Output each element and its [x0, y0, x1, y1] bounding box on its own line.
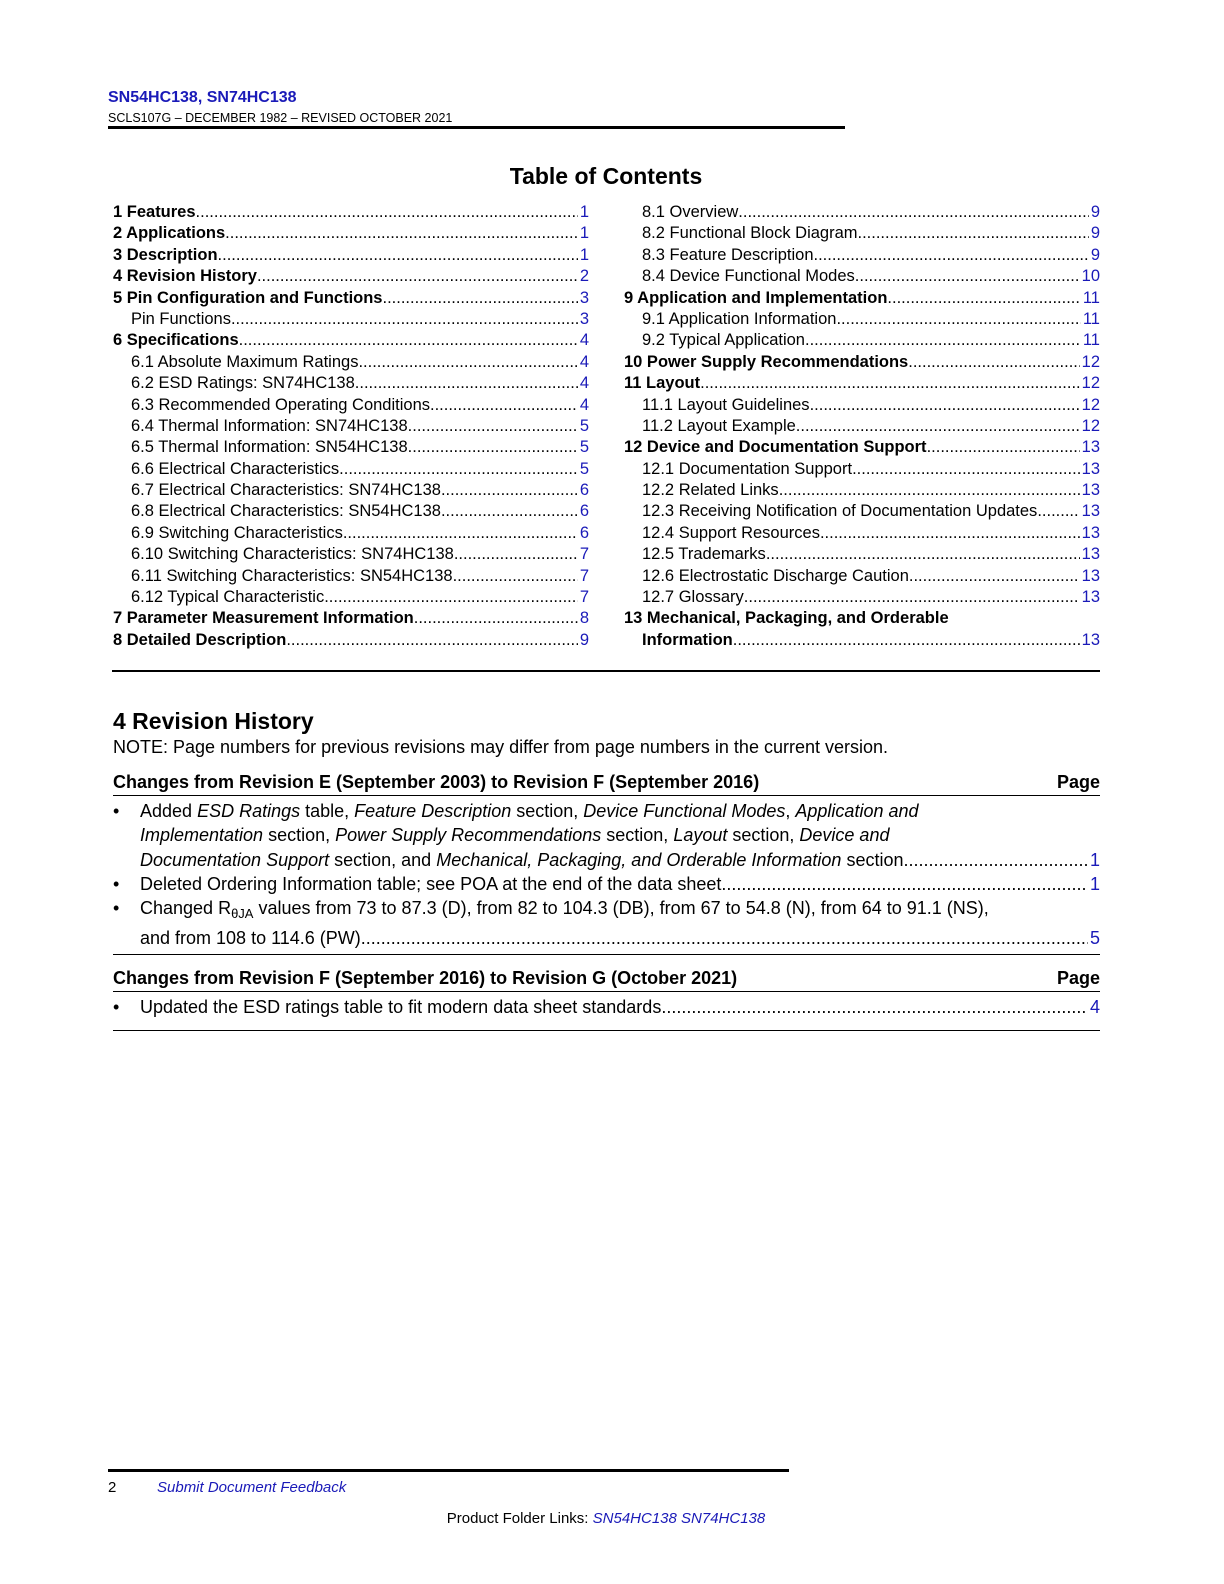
change-item-line: Deleted Ordering Information table; see POA at the end of the data sheet ..... 1	[140, 872, 1100, 896]
leader-dots	[453, 567, 578, 586]
toc-left-column	[113, 203, 589, 652]
leader-dots	[361, 926, 1088, 950]
toc-entry-label: 9 Application and Implementation	[624, 288, 888, 307]
toc-page-link[interactable]: 1	[579, 224, 589, 243]
toc-entry-label: 6.8 Electrical Characteristics: SN54HC138	[131, 502, 441, 521]
toc-entry-label: 12.7 Glossary	[642, 588, 744, 607]
toc-page-link[interactable]: 13	[1081, 588, 1100, 607]
toc-entry-label: 1 Features	[113, 203, 196, 221]
toc-entry-label: 6.4 Thermal Information: SN74HC138	[131, 416, 408, 435]
toc-entry-label: 12 Device and Documentation Support	[624, 438, 927, 457]
toc-page-link[interactable]: 9	[1090, 245, 1100, 264]
page-link[interactable]: 5	[1089, 928, 1100, 949]
toc-entry-label: 3 Description	[113, 245, 218, 264]
leader-dots	[766, 545, 1080, 564]
toc-entry[interactable]	[624, 203, 1100, 224]
toc-entry-label: 11.2 Layout Example	[642, 416, 796, 435]
leader-dots	[414, 609, 578, 628]
toc-entry-label: 8.4 Device Functional Modes	[642, 267, 855, 286]
toc-entry-label: Pin Functions	[131, 309, 231, 328]
product-folder-links	[0, 1510, 1212, 1527]
toc-entry[interactable]	[624, 267, 1100, 288]
leader-dots	[700, 374, 1080, 393]
toc-entry[interactable]	[624, 289, 1100, 310]
toc-entry[interactable]	[113, 545, 589, 566]
leader-dots	[738, 203, 1089, 222]
toc-entry-label: 12.5 Trademarks	[642, 545, 766, 564]
toc-page-link[interactable]: 7	[579, 588, 589, 607]
toc-page-link[interactable]: 13	[1081, 438, 1100, 457]
leader-dots	[430, 396, 578, 415]
change-item-line: Updated the ESD ratings table to fit modern data sheet standards ..... 4	[140, 995, 1100, 1019]
toc-entry[interactable]	[113, 374, 589, 395]
toc-page-link[interactable]: 4	[579, 374, 589, 393]
toc-entry[interactable]	[113, 609, 589, 630]
toc-entry[interactable]	[113, 438, 589, 459]
toc-page-link[interactable]: 10	[1081, 267, 1100, 286]
toc-page-link[interactable]: 12	[1081, 395, 1100, 414]
leader-dots	[454, 545, 578, 564]
leader-dots	[358, 353, 577, 372]
leader-dots	[814, 246, 1089, 265]
toc-page-link[interactable]: 1	[579, 245, 589, 264]
toc-entry-label: 6.5 Thermal Information: SN54HC138	[131, 438, 408, 457]
bullet: •	[113, 997, 120, 1017]
change-section-header	[113, 772, 1100, 796]
leader-dots	[836, 310, 1080, 329]
document-revision-line: SCLS107G – DECEMBER 1982 – REVISED OCTOBER 2021	[108, 111, 453, 125]
toc-entry-label: 7 Parameter Measurement Information	[113, 609, 414, 628]
toc-entry-label: 9.1 Application Information	[642, 309, 837, 328]
change-item	[113, 995, 1100, 1019]
toc-page-link[interactable]: 9	[1090, 224, 1100, 243]
toc-page-link[interactable]: 11	[1082, 331, 1100, 350]
footer-divider	[108, 1469, 789, 1472]
change-list	[113, 995, 1100, 1019]
toc-entry-label: 6.7 Electrical Characteristics: SN74HC138	[131, 481, 441, 500]
toc-page-link[interactable]: 13	[1081, 481, 1100, 500]
toc-entry-label: 6.1 Absolute Maximum Ratings	[131, 352, 359, 371]
change-section-header	[113, 968, 1100, 992]
toc-entry[interactable]	[113, 417, 589, 438]
toc-entry[interactable]	[113, 631, 589, 652]
leader-dots	[383, 289, 578, 308]
toc-entry-label: 11 Layout	[624, 374, 701, 393]
toc-entry[interactable]	[624, 246, 1100, 267]
leader-dots	[339, 460, 578, 479]
change-item-line: Added ESD Ratings table, Feature Description section, Device Functional Modes, Application and	[140, 801, 919, 821]
leader-dots	[796, 417, 1080, 436]
leader-dots	[286, 631, 578, 650]
leader-dots	[218, 246, 578, 265]
leader-dots	[721, 872, 1088, 896]
toc-entry[interactable]	[624, 224, 1100, 245]
toc-page-link[interactable]: 12	[1081, 352, 1100, 371]
change-item-line: Implementation section, Power Supply Recommendations section, Layout section, Device and	[140, 825, 890, 846]
toc-page-link[interactable]: 4	[579, 395, 589, 414]
toc-entry[interactable]	[624, 567, 1100, 588]
toc-entry[interactable]	[624, 609, 1100, 630]
submit-feedback-link[interactable]: Submit Document Feedback	[157, 1479, 347, 1496]
toc-entry[interactable]	[113, 567, 589, 588]
toc-page-link[interactable]: 9	[1090, 203, 1100, 221]
page-column-label: Page	[1056, 772, 1100, 792]
leader-dots	[1037, 502, 1079, 521]
page-link[interactable]: 1	[1089, 849, 1100, 870]
toc-page-link[interactable]: 13	[1081, 630, 1100, 649]
leader-dots	[927, 438, 1080, 457]
toc-page-link[interactable]: 13	[1081, 502, 1100, 521]
toc-page-link[interactable]: 9	[579, 630, 589, 649]
leader-dots	[908, 353, 1079, 372]
toc-page-link[interactable]: 5	[579, 459, 589, 478]
toc-entry[interactable]	[624, 331, 1100, 352]
bullet: •	[113, 898, 120, 919]
section-divider	[113, 1030, 1100, 1031]
toc-entry[interactable]	[624, 545, 1100, 566]
toc-entry-label: 11.1 Layout Guidelines	[642, 395, 810, 414]
leader-dots	[408, 438, 578, 457]
toc-entry[interactable]	[113, 524, 589, 545]
toc-page-link[interactable]: 13	[1081, 545, 1100, 564]
toc-entry-label: 2 Applications	[113, 224, 226, 243]
toc-entry[interactable]	[113, 267, 589, 288]
change-item-line: Changed $R_{\theta JA}$ values from 73 to 87.3 (D), from 82 to 104.3 (DB), from 67 to 54.8 (N), from 64 to 91.1 (NS),	[140, 898, 989, 922]
toc-entry-label: 6.2 ESD Ratings: SN74HC138	[131, 374, 355, 393]
toc-entry[interactable]	[624, 310, 1100, 331]
leader-dots	[231, 310, 578, 329]
toc-page-link[interactable]: 11	[1082, 288, 1100, 307]
header-divider	[108, 126, 845, 129]
toc-page-link[interactable]: 12	[1081, 416, 1100, 435]
leader-dots	[196, 203, 578, 222]
toc-entry-label: 12.4 Support Resources	[642, 523, 820, 542]
leader-dots	[810, 396, 1080, 415]
toc-entry[interactable]	[113, 203, 589, 224]
page-link[interactable]: 1	[1089, 873, 1100, 894]
toc-entry[interactable]	[113, 396, 589, 417]
leader-dots	[441, 502, 578, 521]
toc-entry-label: 6.9 Switching Characteristics	[131, 523, 343, 542]
toc-entry-label: 6.12 Typical Characteristic	[131, 588, 325, 607]
toc-entry[interactable]	[624, 438, 1100, 459]
revision-history-note: NOTE: Page numbers for previous revisions may differ from page numbers in the current version.	[113, 737, 889, 757]
leader-dots	[225, 224, 578, 243]
page-link[interactable]: 4	[1089, 997, 1100, 1017]
toc-entry[interactable]	[113, 310, 589, 331]
toc-page-link[interactable]: 5	[579, 416, 589, 435]
toc-entry-label: 10 Power Supply Recommendations	[624, 352, 909, 371]
toc-entry-label: 12.6 Electrostatic Discharge Caution	[642, 566, 909, 585]
toc-entry[interactable]	[624, 502, 1100, 523]
subscript: θJA	[231, 906, 254, 922]
leader-dots	[779, 481, 1080, 500]
change-item-line: Documentation Support section, and Mechanical, Packaging, and Orderable Information section ..... 1	[140, 848, 1100, 872]
toc-page-link[interactable]: 1	[579, 203, 589, 221]
page-number: 2	[108, 1479, 117, 1496]
product-folder-label: Product Folder Links:	[446, 1510, 593, 1527]
toc-page-link[interactable]: 6	[579, 481, 589, 500]
toc-entry-label: 6.3 Recommended Operating Conditions	[131, 395, 431, 414]
leader-dots	[408, 417, 578, 436]
toc-entry[interactable]	[113, 331, 589, 352]
toc-entry[interactable]	[113, 481, 589, 502]
leader-dots	[820, 524, 1080, 543]
toc-page-link[interactable]: 8	[579, 609, 589, 628]
toc-entry-label: 8.1 Overview	[642, 203, 739, 221]
leader-dots	[257, 267, 578, 286]
toc-page-link[interactable]: 7	[579, 545, 589, 564]
leader-dots	[852, 460, 1080, 479]
toc-entry-label: 4 Revision History	[113, 267, 257, 286]
toc-page-link[interactable]: 3	[579, 309, 589, 328]
leader-dots	[858, 224, 1089, 243]
change-item	[113, 799, 1100, 872]
toc-entry[interactable]	[624, 460, 1100, 481]
toc-heading: Table of Contents	[509, 163, 703, 189]
toc-entry-label: 13 Mechanical, Packaging, and Orderable	[624, 609, 949, 628]
toc-page-link[interactable]: 6	[579, 502, 589, 521]
leader-dots	[355, 374, 578, 393]
change-section-title: Changes from Revision F (September 2016) to Revision G (October 2021)	[113, 968, 738, 988]
product-folder-link[interactable]: SN54HC138 SN74HC138	[592, 1510, 766, 1527]
toc-entry-label: 12.1 Documentation Support	[642, 459, 853, 478]
change-item-line: and from 108 to 114.6 (PW) ..... 5	[140, 926, 1100, 950]
change-section-title: Changes from Revision E (September 2003) to Revision F (September 2016)	[113, 772, 760, 792]
page-column-label: Page	[1056, 968, 1100, 988]
change-list	[113, 799, 1100, 951]
toc-entry[interactable]	[113, 353, 589, 374]
leader-dots	[239, 331, 578, 350]
toc-entry[interactable]	[113, 502, 589, 523]
toc-right-column	[624, 203, 1100, 652]
leader-dots	[441, 481, 578, 500]
change-item	[113, 872, 1100, 896]
toc-entry-label: 9.2 Typical Application	[642, 331, 805, 350]
toc-divider	[112, 670, 1100, 672]
leader-dots	[343, 524, 578, 543]
leader-dots	[887, 289, 1080, 308]
toc-entry[interactable]	[624, 417, 1100, 438]
toc-page-link[interactable]: 7	[579, 566, 589, 585]
leader-dots	[855, 267, 1080, 286]
toc-page-link[interactable]: 13	[1081, 459, 1100, 478]
bullet: •	[113, 873, 120, 894]
toc-page-link[interactable]: 4	[579, 352, 589, 371]
toc-entry[interactable]	[624, 374, 1100, 395]
toc-entry-label: Information	[642, 630, 733, 649]
toc-entry-label: 12.2 Related Links	[642, 481, 779, 500]
toc-page-link[interactable]: 2	[579, 267, 589, 286]
leader-dots	[744, 588, 1080, 607]
toc-entry[interactable]	[624, 481, 1100, 502]
toc-entry[interactable]	[113, 460, 589, 481]
leader-dots	[909, 567, 1080, 586]
toc-entry[interactable]	[624, 353, 1100, 374]
toc-entry-label: 8.3 Feature Description	[642, 245, 814, 264]
document-title: SN54HC138, SN74HC138	[108, 89, 297, 106]
toc-entry[interactable]	[113, 224, 589, 245]
toc-entry[interactable]	[113, 246, 589, 267]
toc-page-link[interactable]: 11	[1082, 309, 1100, 328]
leader-dots	[733, 631, 1080, 650]
toc-entry[interactable]	[113, 588, 589, 609]
section-divider	[113, 954, 1100, 955]
bullet: •	[113, 801, 120, 821]
toc-entry-label: 6 Specifications	[113, 331, 239, 350]
toc-entry-label: 6.11 Switching Characteristics: SN54HC138	[131, 566, 453, 585]
toc-page-link[interactable]: 5	[579, 438, 589, 457]
leader-dots	[324, 588, 578, 607]
toc-page-link[interactable]: 3	[579, 288, 589, 307]
toc-entry-label: 6.10 Switching Characteristics: SN74HC138	[131, 545, 454, 564]
toc-page-link[interactable]: 13	[1081, 566, 1100, 585]
leader-dots	[661, 995, 1088, 1019]
toc-entry[interactable]	[624, 588, 1100, 609]
revision-history-heading: 4 Revision History	[113, 708, 314, 734]
toc-entry-label: 8.2 Functional Block Diagram	[642, 224, 858, 243]
change-item	[113, 896, 1100, 951]
toc-entry[interactable]	[624, 396, 1100, 417]
toc-entry-label: 8 Detailed Description	[113, 630, 287, 649]
toc-page-link[interactable]: 6	[579, 523, 589, 542]
leader-dots	[903, 848, 1088, 872]
toc-page-link[interactable]: 4	[579, 331, 589, 350]
toc-entry-label: 5 Pin Configuration and Functions	[113, 288, 383, 307]
toc-entry[interactable]	[113, 289, 589, 310]
leader-dots	[805, 331, 1081, 350]
toc-entry[interactable]	[624, 524, 1100, 545]
toc-entry[interactable]	[624, 631, 1100, 652]
toc-entry-label: 12.3 Receiving Notification of Documentation Updates	[642, 502, 1038, 521]
toc-entry-label: 6.6 Electrical Characteristics	[131, 459, 340, 478]
toc-page-link[interactable]: 12	[1081, 374, 1100, 393]
toc-page-link[interactable]: 13	[1081, 523, 1100, 542]
